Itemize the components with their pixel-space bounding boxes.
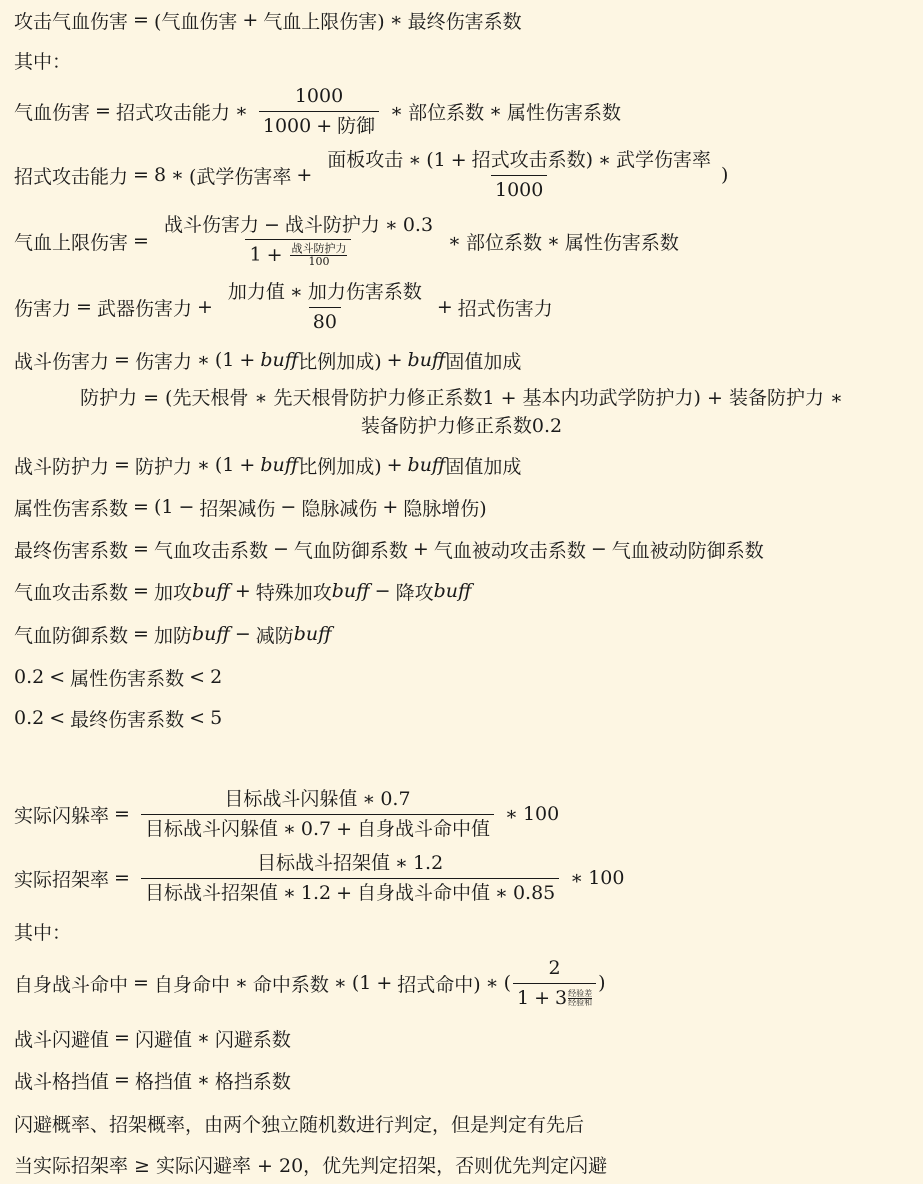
formula-hp-damage: 气血伤害 = 招式攻击能力 ∗ $\frac{1000}{\text{1000 + 防御}}$ ∗ 部位系数 ∗ 属性伤害系数	[14, 84, 622, 137]
term: 2	[210, 666, 223, 688]
fraction	[160, 214, 437, 269]
constraint-final-coef: 0.2 < 最终伤害系数 < 5	[14, 698, 222, 738]
term: 属性伤害系数	[507, 101, 622, 124]
term: )	[721, 164, 729, 186]
term: 最终伤害系数	[70, 708, 185, 731]
note-judgement	[14, 1103, 584, 1143]
where-label: 其中：	[14, 921, 72, 944]
formula-self-combat-hit: 自身战斗命中 = 自身命中 ∗ 命中系数 ∗ (1 + 招式命中) ∗ ( 2 1 + 3 经验差 经验和 )	[14, 956, 606, 1009]
term: 加力伤害系数	[307, 280, 422, 303]
term: 隐脉减伤	[301, 497, 378, 520]
term: 固值加成	[445, 350, 522, 373]
term: 1000	[262, 114, 312, 137]
formula-combat-protection: 战斗防护力 = 防护力 ∗ (1 + buff 比例加成) + buff 固值加成	[14, 445, 521, 485]
exponent-fraction	[568, 990, 592, 1007]
term: 最终伤害系数	[14, 539, 129, 562]
term: 加防	[153, 624, 192, 647]
numerator: 加力值 ∗ 加力伤害系数	[227, 280, 422, 303]
term: 0.7	[300, 817, 332, 840]
term: buff	[260, 454, 299, 476]
term: )	[598, 972, 606, 994]
denominator: 目标战斗招架值 ∗ 1.2 + 自身战斗命中值 ∗ 0.85	[141, 878, 559, 905]
term: 3	[555, 986, 568, 1009]
term: 1.2	[300, 881, 332, 904]
term: 战斗伤害力	[14, 350, 110, 373]
term: 目标战斗闪躲值	[144, 817, 278, 840]
term: 1.2	[412, 851, 444, 874]
term: 0.3	[402, 213, 434, 236]
term: 战斗格挡值	[14, 1070, 110, 1093]
term: (	[503, 972, 512, 994]
fraction	[513, 957, 596, 1010]
term: buff	[331, 580, 370, 602]
line: 装备防护力修正系数0.2	[360, 415, 563, 437]
term: 5	[210, 707, 223, 729]
denominator: 100	[308, 255, 330, 269]
fraction	[224, 281, 426, 334]
term: 闪避值	[134, 1028, 192, 1051]
term: 伤害力	[14, 297, 72, 320]
term: 加攻	[153, 581, 192, 604]
denominator: 1000 + 防御	[259, 111, 379, 138]
numerator: 面板攻击 ∗ (1 + 招式攻击系数) ∗ 武学伤害率	[327, 148, 712, 171]
term: 气血攻击系数	[153, 539, 268, 562]
term: 实际闪躲率	[14, 804, 110, 827]
label-where-2	[14, 911, 71, 951]
term: 招式攻击能力	[14, 165, 129, 188]
term: 攻击气血伤害	[14, 10, 129, 33]
term: buff	[191, 623, 230, 645]
term: 8	[153, 164, 167, 186]
fraction	[259, 85, 379, 138]
formula-actual-dodge-rate: 实际闪躲率 = $\frac{\text{目标战斗闪躲值 ∗ 0.7}}{\text{目标战斗闪躲值 ∗ 0.7 + 自身战斗命中值}}$ ∗ 100	[14, 787, 560, 840]
formula-combat-dodge: 战斗闪避值 = 闪避值 ∗ 闪避系数	[14, 1018, 291, 1058]
note-priority	[14, 1144, 607, 1184]
note-text: 当实际招架率 ≥ 实际闪避率 + 20，优先判定招架，否则优先判定闪避	[14, 1154, 608, 1177]
term: 气血被动攻击系数	[433, 539, 586, 562]
formula-final-damage-coef: 最终伤害系数 = 气血攻击系数 − 气血防御系数 + 气血被动攻击系数 − 气血被动防御系数	[14, 529, 764, 569]
term: 战斗伤害力	[163, 213, 259, 236]
formula-hp-defense-coef: 气血防御系数 = 加防 buff − 减防 buff	[14, 614, 332, 654]
term: 伤害力	[134, 350, 192, 373]
term: 招架减伤	[199, 497, 276, 520]
numerator: 目标战斗招架值 ∗ 1.2	[257, 851, 444, 874]
denominator: 80	[309, 307, 341, 334]
term: 属性伤害系数	[14, 497, 129, 520]
fraction	[141, 852, 559, 905]
term: 100	[588, 867, 625, 889]
term: 自身命中	[153, 973, 230, 996]
line: 防护力 = (先天根骨 ∗ 先天根骨防护力修正系数1 + 基本内功武学防护力) + 装备防护力 ∗	[80, 387, 843, 409]
term: 气血防御系数	[14, 624, 129, 647]
formula-skill-attack: 招式攻击能力 = 8 ∗ (武学伤害率 + $\frac{\text{面板攻击 ∗ (1 + 招式攻击系数) ∗ 武学伤害率}}{1000}$ )	[14, 148, 729, 201]
term: 比例加成)	[298, 455, 382, 478]
numerator: 2	[548, 956, 561, 979]
term: 气血防御系数	[293, 539, 408, 562]
term: 气血伤害	[14, 101, 91, 124]
term: 气血上限伤害)	[263, 10, 385, 33]
term: 自身战斗命中	[14, 973, 129, 996]
term: 格挡系数	[214, 1070, 291, 1093]
term: 武学伤害率	[616, 148, 712, 171]
denominator: 经验和	[568, 998, 593, 1008]
term: 固值加成	[445, 455, 522, 478]
fraction	[141, 788, 494, 841]
term: 自身战斗命中值	[357, 817, 491, 840]
formula-damage-power: 伤害力 = 武器伤害力 + $\frac{\text{加力值 ∗ 加力伤害系数}}{80}$ + 招式伤害力	[14, 280, 553, 333]
term: (1	[426, 148, 446, 171]
term: 隐脉增伤)	[403, 497, 487, 520]
denominator: 目标战斗闪躲值 ∗ 0.7 + 自身战斗命中值	[141, 814, 494, 841]
term: 1	[249, 243, 262, 266]
term: (1	[153, 496, 174, 518]
term: 100	[522, 803, 560, 825]
denominator: 1 + 战斗防护力 100	[245, 239, 351, 268]
term: 气血被动防御系数	[611, 539, 764, 562]
term: 招式攻击系数)	[471, 148, 594, 171]
small-fraction	[290, 243, 347, 268]
formula-combat-damage-power: 战斗伤害力 = 伤害力 ∗ (1 + buff 比例加成) + buff 固值加成	[14, 340, 521, 380]
term: buff	[191, 580, 230, 602]
numerator: 1000	[294, 84, 344, 107]
term: 命中系数	[252, 973, 329, 996]
term: buff	[293, 623, 332, 645]
term: 气血攻击系数	[14, 581, 129, 604]
term: (1	[351, 972, 372, 994]
label-where	[14, 40, 71, 80]
term: 格挡值	[134, 1070, 192, 1093]
numerator: 战斗伤害力 − 战斗防护力 ∗ 0.3	[163, 213, 434, 236]
term: 减防	[255, 624, 294, 647]
term: 招式命中)	[397, 973, 481, 996]
denominator: 1000	[491, 175, 547, 202]
formula-attack-hp-damage: 攻击气血伤害 = (气血伤害 + 气血上限伤害) ∗ 最终伤害系数	[14, 0, 522, 40]
term: 实际招架率	[14, 868, 110, 891]
term: buff	[407, 454, 446, 476]
term: 目标战斗闪躲值	[224, 787, 358, 810]
term: 招式伤害力	[457, 297, 553, 320]
formula-hp-attack-coef: 气血攻击系数 = 加攻 buff + 特殊加攻 buff − 降攻 buff	[14, 571, 471, 611]
term: 自身战斗命中值	[357, 881, 491, 904]
term: 部位系数	[465, 231, 542, 254]
term: (1	[214, 454, 235, 476]
term: 最终伤害系数	[407, 10, 522, 33]
term: 0.85	[512, 881, 556, 904]
note-text: 闪避概率、招架概率，由两个独立随机数进行判定，但是判定有先后	[14, 1113, 585, 1136]
term: 战斗防护力	[14, 455, 110, 478]
term: 闪避系数	[214, 1028, 291, 1051]
term: 属性伤害系数	[564, 231, 679, 254]
term: 防护力	[134, 455, 192, 478]
term: (1	[214, 349, 235, 371]
term: 0.2	[14, 666, 45, 688]
term: 1	[517, 986, 530, 1009]
term: 目标战斗招架值	[144, 881, 278, 904]
formula-actual-parry-rate: 实际招架率 = $\frac{\text{目标战斗招架值 ∗ 1.2}}{\text{目标战斗招架值 ∗ 1.2 + 自身战斗命中值 ∗ 0.85}}$ ∗ 100	[14, 851, 625, 904]
term: 部位系数	[408, 101, 485, 124]
denominator: 1 + 3 经验差 经验和	[513, 983, 596, 1010]
term: buff	[260, 349, 299, 371]
term: 加力值	[227, 280, 285, 303]
term: 比例加成)	[298, 350, 382, 373]
numerator: 战斗防护力	[291, 242, 347, 256]
fraction	[323, 149, 715, 202]
term: buff	[433, 580, 472, 602]
term: (气血伤害	[153, 10, 238, 33]
where-label: 其中：	[14, 50, 72, 73]
term: 战斗闪避值	[14, 1028, 110, 1051]
numerator: 目标战斗闪躲值 ∗ 0.7	[224, 787, 411, 810]
term: 0.2	[14, 707, 45, 729]
constraint-attribute-coef: 0.2 < 属性伤害系数 < 2	[14, 657, 222, 697]
formula-hp-cap-damage: 气血上限伤害 = 战斗伤害力 − 战斗防护力 ∗ 0.3 1 + 战斗防护力 100 ∗ 部位系数 ∗ 属性伤害系数	[14, 213, 679, 269]
term: 招式攻击能力	[115, 101, 230, 124]
term: 防御	[337, 114, 376, 137]
term: 武器伤害力	[96, 297, 192, 320]
numerator: 经验差	[568, 989, 593, 999]
formula-attribute-damage-coef: 属性伤害系数 = (1 − 招架减伤 − 隐脉减伤 + 隐脉增伤)	[14, 487, 487, 527]
term: 目标战斗招架值	[257, 851, 391, 874]
term: (武学伤害率	[188, 165, 292, 188]
term: 0.7	[380, 787, 411, 810]
term: 属性伤害系数	[70, 667, 185, 690]
term: 面板攻击	[327, 148, 404, 171]
term: buff	[407, 349, 446, 371]
term: 降攻	[395, 581, 434, 604]
term: 特殊加攻	[255, 581, 332, 604]
term: 战斗防护力	[284, 213, 380, 236]
formula-protection	[14, 384, 909, 440]
formula-combat-block: 战斗格挡值 = 格挡值 ∗ 格挡系数	[14, 1060, 291, 1100]
term: 气血上限伤害	[14, 231, 129, 254]
